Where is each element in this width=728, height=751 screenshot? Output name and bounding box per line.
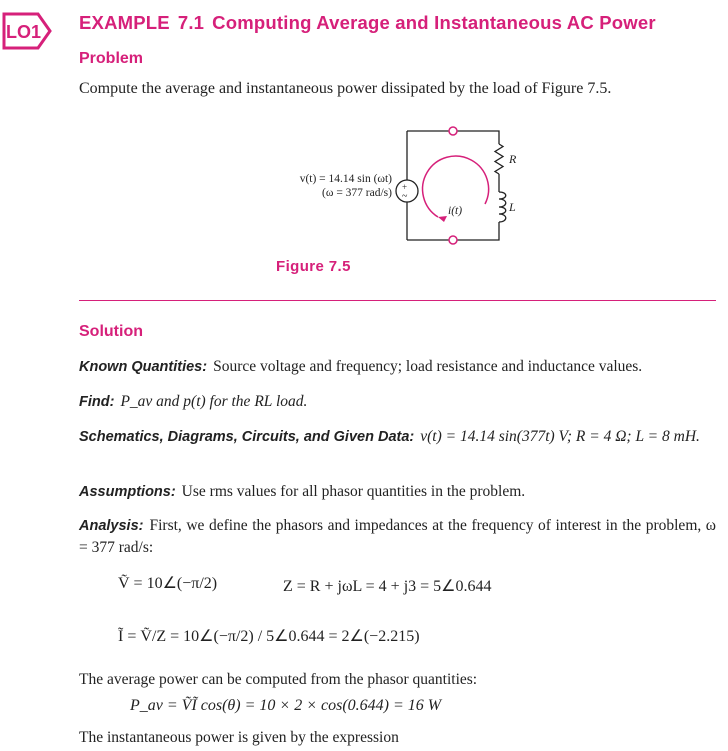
find	[79, 391, 716, 413]
example-number: 7.1	[177, 12, 205, 33]
analysis-text: First, we define the phasors and impedances at the frequency of interest in the problem, ω = 377 rad/s:	[79, 517, 716, 556]
terminal-top-icon	[449, 127, 457, 135]
badge-text: LO1	[6, 22, 42, 42]
assumptions	[79, 481, 716, 503]
average-power-intro: The average power can be computed from the phasor quantities:	[79, 671, 478, 688]
inductor-label: L	[509, 200, 516, 214]
equation-average-power: P_av = ṼĨ cos(θ) = 10 × 2 × cos(0.644) = 16 W	[130, 697, 442, 714]
svg-text:+: +	[402, 182, 408, 192]
analysis	[79, 515, 716, 558]
example-word: EXAMPLE	[79, 12, 170, 33]
source-label-1: v(t) = 14.14 sin (ωt)	[299, 173, 392, 185]
equation-impedance: Z = R + jωL = 4 + j3 = 5∠0.644	[283, 578, 492, 595]
assumptions-text: Use rms values for all phasor quantities in the problem.	[181, 483, 526, 500]
example-heading: Computing Average and Instantaneous AC Power	[212, 12, 656, 33]
terminal-bottom-icon	[449, 236, 457, 244]
inductor-icon	[499, 192, 506, 222]
assumptions-label: Assumptions:	[79, 484, 176, 500]
learning-objective-badge	[2, 6, 54, 56]
instantaneous-power-intro: The instantaneous power is given by the expression	[79, 729, 399, 746]
equation-voltage-phasor: Ṽ = 10∠(−π/2)	[118, 575, 218, 592]
find-text: P_av and p(t) for the RL load.	[120, 393, 308, 410]
schematics-text: v(t) = 14.14 sin(377t) V; R = 4 Ω; L = 8 mH.	[420, 428, 700, 445]
svg-text:~: ~	[402, 191, 408, 202]
known-quantities	[79, 356, 716, 378]
resistor-label: R	[509, 152, 517, 166]
schematics-data	[79, 426, 716, 448]
find-label: Find:	[79, 394, 115, 410]
analysis-label: Analysis:	[79, 518, 144, 534]
current-label: i(t)	[448, 205, 463, 217]
problem-text: Compute the average and instantaneous power dissipated by the load of Figure 7.5.	[79, 80, 612, 97]
solution-heading: Solution	[79, 323, 143, 340]
schematics-label: Schematics, Diagrams, Circuits, and Given Data:	[79, 429, 415, 445]
known-text: Source voltage and frequency; load resistance and inductance values.	[213, 358, 643, 375]
equation-current-phasor: Ĩ = Ṽ/Z = 10∠(−π/2) / 5∠0.644 = 2∠(−2.215)	[118, 628, 420, 645]
resistor-icon	[495, 144, 503, 174]
figure-caption: Figure 7.5	[276, 258, 351, 275]
known-label: Known Quantities:	[79, 359, 208, 375]
problem-heading: Problem	[79, 50, 144, 67]
section-divider	[79, 300, 716, 301]
example-title	[79, 12, 656, 34]
circuit-figure	[270, 122, 530, 252]
source-label-2: (ω = 377 rad/s)	[322, 187, 392, 199]
